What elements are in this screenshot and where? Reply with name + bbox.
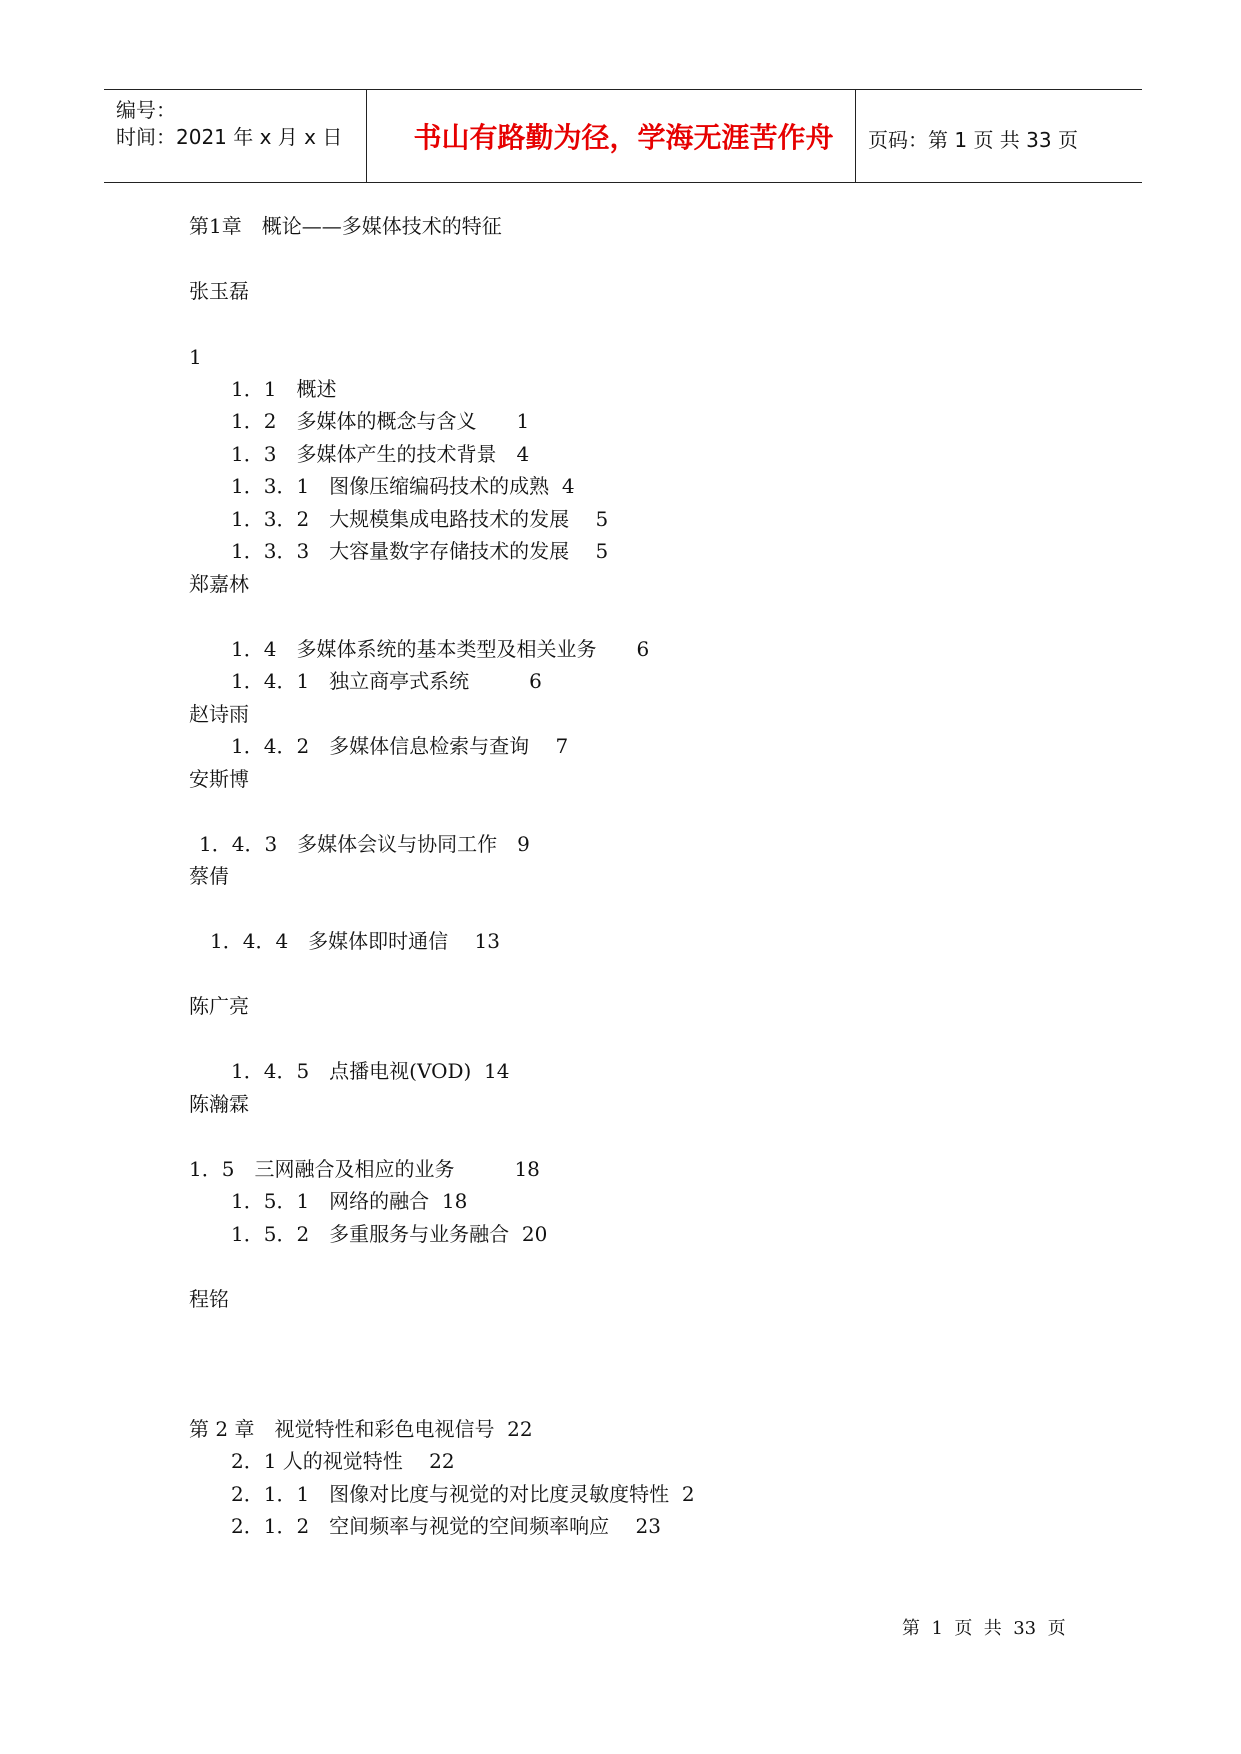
toc-line: 蔡倩 bbox=[189, 864, 229, 888]
toc-line: 1 bbox=[189, 345, 202, 369]
page-indicator: 页码：第 1 页 共 33 页 bbox=[868, 128, 1078, 152]
toc-line: 2．1．1 图像对比度与视觉的对比度灵敏度特性 2 bbox=[231, 1482, 695, 1506]
toc-line: 1．3 多媒体产生的技术背景 4 bbox=[231, 442, 530, 466]
toc-line: 张玉磊 bbox=[189, 279, 249, 303]
toc-line: 程铭 bbox=[189, 1287, 229, 1311]
toc-line: 1．4．2 多媒体信息检索与查询 7 bbox=[231, 734, 569, 758]
toc-line: 第 2 章 视觉特性和彩色电视信号 22 bbox=[189, 1417, 533, 1441]
toc-line: 1．3．3 大容量数字存储技术的发展 5 bbox=[231, 539, 609, 563]
toc-line: 2．1 人的视觉特性 22 bbox=[231, 1449, 455, 1473]
toc-line: 1．4．4 多媒体即时通信 13 bbox=[210, 929, 500, 953]
toc-line: 1．1 概述 bbox=[231, 377, 337, 401]
document-header bbox=[104, 89, 1142, 183]
time-label: 时间：2021 年 x 月 x 日 bbox=[116, 125, 343, 149]
toc-line: 1．4．3 多媒体会议与协同工作 9 bbox=[199, 832, 530, 856]
page-footer: 第 1 页 共 33 页 bbox=[902, 1618, 1066, 1639]
toc-line: 1．3．2 大规模集成电路技术的发展 5 bbox=[231, 507, 609, 531]
toc-line: 1．2 多媒体的概念与含义 1 bbox=[231, 409, 530, 433]
toc-line: 1．4．5 点播电视(VOD) 14 bbox=[231, 1059, 510, 1083]
toc-line: 1．5．1 网络的融合 18 bbox=[231, 1189, 468, 1213]
toc-line: 1．4．1 独立商亭式系统 6 bbox=[231, 669, 542, 693]
number-label: 编号： bbox=[116, 98, 176, 122]
motto-banner: 书山有路勤为径，学海无涯苦作舟 bbox=[413, 121, 834, 154]
toc-line: 郑嘉林 bbox=[189, 572, 249, 596]
toc-line: 安斯博 bbox=[189, 767, 249, 791]
header-divider-right bbox=[855, 90, 856, 182]
header-divider-left bbox=[366, 90, 367, 182]
toc-line: 1．5．2 多重服务与业务融合 20 bbox=[231, 1222, 548, 1246]
toc-line: 陈瀚霖 bbox=[189, 1092, 249, 1116]
toc-line: 1．3．1 图像压缩编码技术的成熟 4 bbox=[231, 474, 575, 498]
toc-line: 1．4 多媒体系统的基本类型及相关业务 6 bbox=[231, 637, 650, 661]
toc-line: 赵诗雨 bbox=[189, 702, 249, 726]
toc-line: 第1章 概论——多媒体技术的特征 bbox=[189, 214, 502, 238]
toc-line: 陈广亮 bbox=[189, 994, 249, 1018]
toc-line: 1．5 三网融合及相应的业务 18 bbox=[189, 1157, 540, 1181]
toc-line: 2．1．2 空间频率与视觉的空间频率响应 23 bbox=[231, 1514, 661, 1538]
